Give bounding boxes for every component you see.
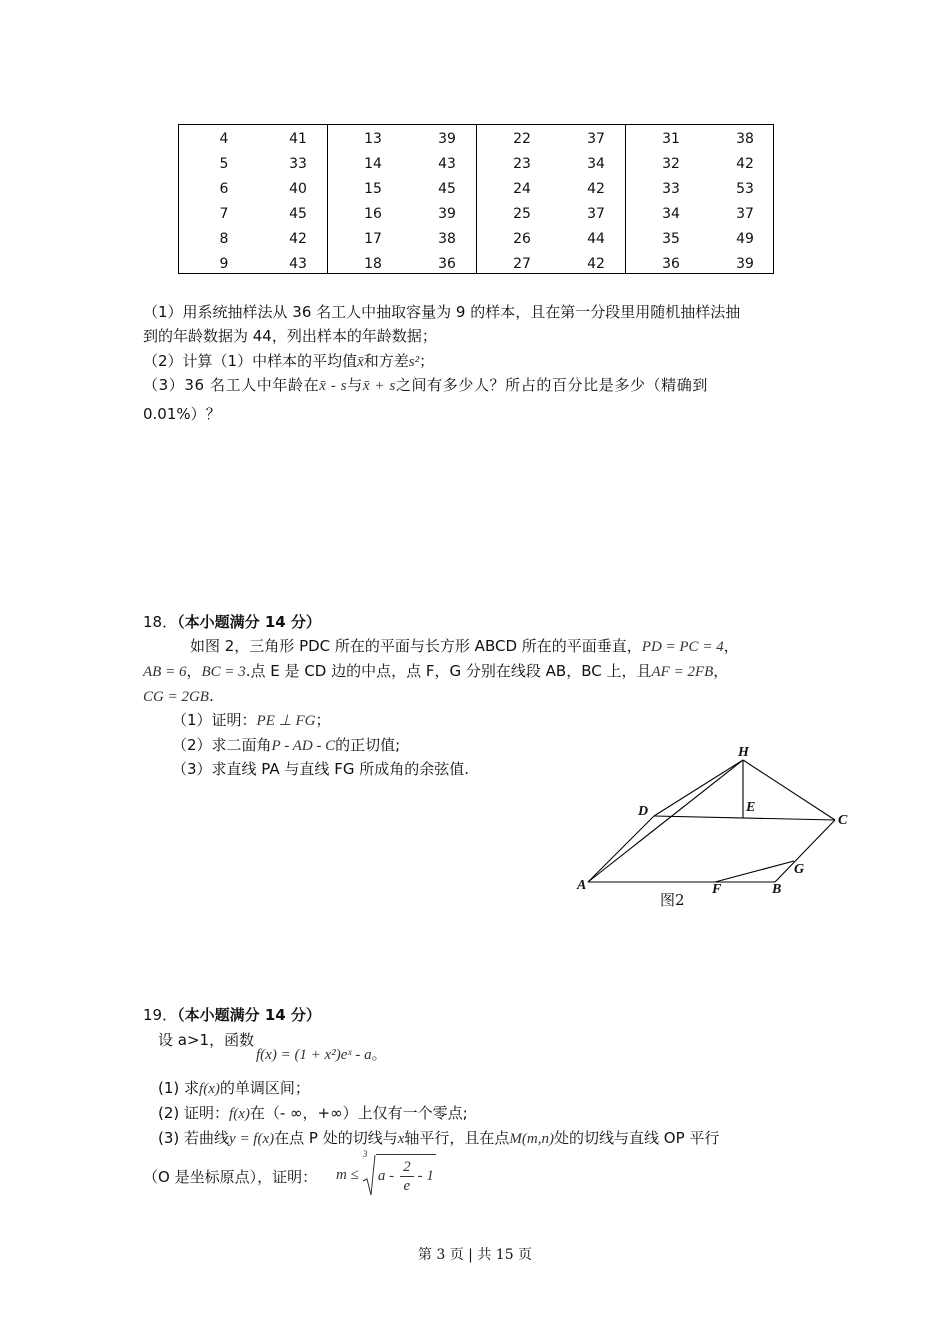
table-row [179, 152, 327, 177]
worker-number: 22 [513, 131, 531, 147]
worker-age: 53 [736, 181, 754, 197]
q18-dihedral: P - AD - C [271, 738, 336, 754]
q19-sub3-line2 [143, 1165, 317, 1189]
worker-number: 25 [513, 206, 531, 222]
table-column [626, 125, 774, 273]
q19-inequality [336, 1150, 436, 1200]
q19-x-axis: x [397, 1131, 405, 1147]
q18-sub1-end: ； [315, 711, 331, 729]
q18-sub2 [172, 733, 400, 758]
worker-number: 4 [219, 131, 229, 147]
q17-part3-b: 与 [347, 376, 363, 394]
q18-pd-pc: PD = PC = 4 [641, 639, 724, 655]
q19-sub3-c: 轴平行，且在点 [404, 1129, 510, 1147]
q18-heading [143, 610, 321, 634]
worker-number: 34 [662, 206, 680, 222]
q17-variance-symbol: s² [408, 354, 420, 370]
q17-part3-a: （3）36 名工人中年龄在 [143, 376, 320, 394]
worker-number: 18 [364, 256, 382, 272]
worker-age: 49 [736, 231, 754, 247]
worker-age: 43 [289, 256, 307, 272]
q18-line3 [143, 684, 214, 709]
table-row [179, 177, 327, 202]
q18-af: AF = 2FB [651, 664, 714, 680]
q18-number: 18． [143, 613, 178, 631]
q17-part2-text: （2）计算（1）中样本的平均值 [143, 352, 358, 370]
worker-age: 42 [289, 231, 307, 247]
label-f: F [712, 882, 722, 897]
q19-fraction-num: 2 [400, 1158, 414, 1177]
q18-sub1-text: （1）证明： [172, 711, 257, 729]
table-row [626, 202, 774, 227]
edge-bc [775, 820, 835, 882]
table-row [477, 227, 625, 252]
worker-age: 39 [438, 131, 456, 147]
q17-part2-end: ； [419, 352, 435, 370]
q19-radicand-end: - 1 [417, 1168, 434, 1184]
q17-part3-c: 之间有多少人？所占的百分比是多少（精确到 [395, 376, 708, 394]
worker-number: 24 [513, 181, 531, 197]
q18-bc: BC = 3 [201, 664, 246, 680]
label-d: D [638, 804, 649, 819]
table-row [477, 202, 625, 227]
q19-sub2-end: 在（- ∞，+∞）上仅有一个零点; [249, 1104, 468, 1122]
q17-part1 [143, 300, 808, 348]
table-row [179, 127, 327, 152]
q19-radicand [376, 1154, 436, 1197]
worker-age: 36 [438, 256, 456, 272]
table-row [477, 152, 625, 177]
label-g: G [794, 862, 805, 877]
edge-hd [654, 760, 743, 816]
q18-sub2-end: 的正切值; [335, 736, 401, 754]
edge-dc [654, 816, 835, 820]
q19-sub2-fx: f(x) [229, 1106, 250, 1122]
q19-function-formula: f(x) = (1 + x²)eˣ - a [256, 1047, 372, 1063]
q19-ineq-lhs: m ≤ [336, 1166, 359, 1183]
q19-radicand-a: a - [377, 1168, 395, 1184]
worker-number: 14 [364, 156, 382, 172]
q19-fraction [400, 1158, 414, 1195]
q17-range-high: x̄ + s [362, 378, 396, 394]
q19-sub1-end: 的单调区间； [219, 1079, 310, 1097]
table-row [328, 177, 476, 202]
q17-part3-line1 [143, 373, 808, 398]
table-row [328, 227, 476, 252]
table-column [328, 125, 477, 273]
worker-age: 42 [587, 256, 605, 272]
q17-mean-symbol: x̄ [357, 354, 364, 370]
page-footer: 第 3 页 | 共 15 页 [417, 1247, 533, 1263]
worker-number: 7 [219, 206, 229, 222]
q19-intro: 设 a>1，函数 [158, 1031, 255, 1049]
q18-line3-end: . [208, 687, 214, 705]
table-row [179, 227, 327, 252]
worker-number: 36 [662, 256, 680, 272]
q19-sub3-d: 处的切线与直线 OP 平行 [554, 1129, 720, 1147]
worker-number: 32 [662, 156, 680, 172]
table-row [328, 127, 476, 152]
q18-line2-text: .点 E 是 CD 边的中点，点 F，G 分别在线段 AB，BC 上，且 [245, 662, 652, 680]
worker-number: 23 [513, 156, 531, 172]
worker-number: 17 [364, 231, 382, 247]
label-c: C [838, 813, 848, 828]
q18-line2-end: ， [713, 662, 729, 680]
q18-line1-text: 如图 2，三角形 PDC 所在的平面与长方形 ABCD 所在的平面垂直， [190, 637, 642, 655]
worker-age: 38 [438, 231, 456, 247]
q19-sub3-line2-text: （O 是坐标原点），证明： [143, 1168, 318, 1186]
label-e: E [746, 800, 756, 815]
q17-part1-line1: （1）用系统抽样法从 36 名工人中抽取容量为 9 的样本，且在第一分段里用随机抽样法抽 [143, 303, 741, 321]
worker-number: 26 [513, 231, 531, 247]
q19-root-index: 3 [362, 1149, 368, 1159]
table-row [626, 177, 774, 202]
q19-sub2-text: (2) 证明： [158, 1104, 230, 1122]
q18-score-header: （本小题满分 14 分） [177, 613, 321, 631]
table-column [179, 125, 328, 273]
edge-ha [588, 760, 743, 882]
q18-cg: CG = 2GB [143, 689, 209, 705]
q19-radical-sign [362, 1153, 376, 1197]
q18-perp: PE ⊥ FG [256, 713, 316, 729]
q18-sub1 [172, 708, 330, 733]
worker-age: 37 [736, 206, 754, 222]
worker-number: 16 [364, 206, 382, 222]
worker-age: 38 [736, 131, 754, 147]
worker-age: 43 [438, 156, 456, 172]
q18-ab: AB = 6 [143, 664, 187, 680]
worker-age: 42 [587, 181, 605, 197]
worker-number: 35 [662, 231, 680, 247]
worker-age: 45 [289, 206, 307, 222]
q17-part2-mid: 和方差 [363, 352, 409, 370]
worker-number: 33 [662, 181, 680, 197]
q19-cube-root [362, 1149, 436, 1197]
worker-number: 5 [219, 156, 229, 172]
table-row [328, 252, 476, 277]
table-row [477, 127, 625, 152]
worker-age: 40 [289, 181, 307, 197]
table-row [328, 152, 476, 177]
worker-age: 37 [587, 131, 605, 147]
worker-number: 27 [513, 256, 531, 272]
table-row [179, 202, 327, 227]
q17-part2 [143, 349, 808, 374]
worker-age: 41 [289, 131, 307, 147]
worker-number: 6 [219, 181, 229, 197]
age-data-table [178, 124, 774, 274]
worker-age: 45 [438, 181, 456, 197]
table-row [626, 252, 774, 277]
worker-age: 34 [587, 156, 605, 172]
q19-score-header: （本小题满分 14 分） [177, 1006, 321, 1024]
q19-sub3 [158, 1126, 719, 1151]
q19-sub3-text: (3) 若曲线 [158, 1129, 230, 1147]
q18-line1 [190, 634, 739, 659]
worker-age: 44 [587, 231, 605, 247]
worker-number: 31 [662, 131, 680, 147]
q19-point-m: M(m,n) [509, 1131, 554, 1147]
label-h: H [738, 745, 749, 760]
q19-sub1 [158, 1076, 310, 1101]
q18-line1-end: ， [723, 637, 739, 655]
table-row [477, 252, 625, 277]
table-row [328, 202, 476, 227]
q18-line2-sep: ， [186, 662, 202, 680]
q18-sub3: （3）求直线 PA 与直线 FG 所成角的余弦值. [172, 760, 469, 778]
figure-2 [560, 740, 860, 920]
q19-function-end: 。 [371, 1045, 387, 1063]
q18-line2 [143, 659, 728, 684]
q19-sub3-b: 在点 P 处的切线与 [274, 1129, 398, 1147]
worker-age: 42 [736, 156, 754, 172]
worker-number: 15 [364, 181, 382, 197]
q19-sub1-text: (1) 求 [158, 1079, 200, 1097]
worker-number: 13 [364, 131, 382, 147]
edge-ad [588, 816, 654, 882]
edge-hc [743, 760, 835, 820]
q17-range-low: x̄ - s [319, 378, 348, 394]
q19-sub2 [158, 1101, 468, 1126]
q19-heading [143, 1003, 321, 1027]
q19-sub1-fx: f(x) [199, 1081, 220, 1097]
q17-part3 [143, 373, 808, 426]
label-a: A [577, 878, 587, 893]
table-row [179, 252, 327, 277]
worker-age: 39 [736, 256, 754, 272]
table-row [626, 127, 774, 152]
q19-function [256, 1042, 387, 1067]
table-row [477, 177, 625, 202]
worker-number: 8 [219, 231, 229, 247]
q17-part3-line2: 0.01%）？ [143, 405, 221, 423]
worker-age: 37 [587, 206, 605, 222]
table-row [626, 152, 774, 177]
table-row [626, 227, 774, 252]
q17-part1-line2: 到的年龄数据为 44，列出样本的年龄数据； [143, 327, 437, 345]
figure-caption: 图2 [660, 891, 685, 909]
q19-number: 19． [143, 1006, 178, 1024]
table-column [477, 125, 626, 273]
q18-sub2-text: （2）求二面角 [172, 736, 272, 754]
label-b: B [772, 882, 782, 897]
edge-fg [715, 861, 794, 882]
worker-age: 33 [289, 156, 307, 172]
worker-number: 9 [219, 256, 229, 272]
worker-age: 39 [438, 206, 456, 222]
q19-fraction-den: e [403, 1178, 411, 1194]
q19-curve: y = f(x) [229, 1131, 275, 1147]
